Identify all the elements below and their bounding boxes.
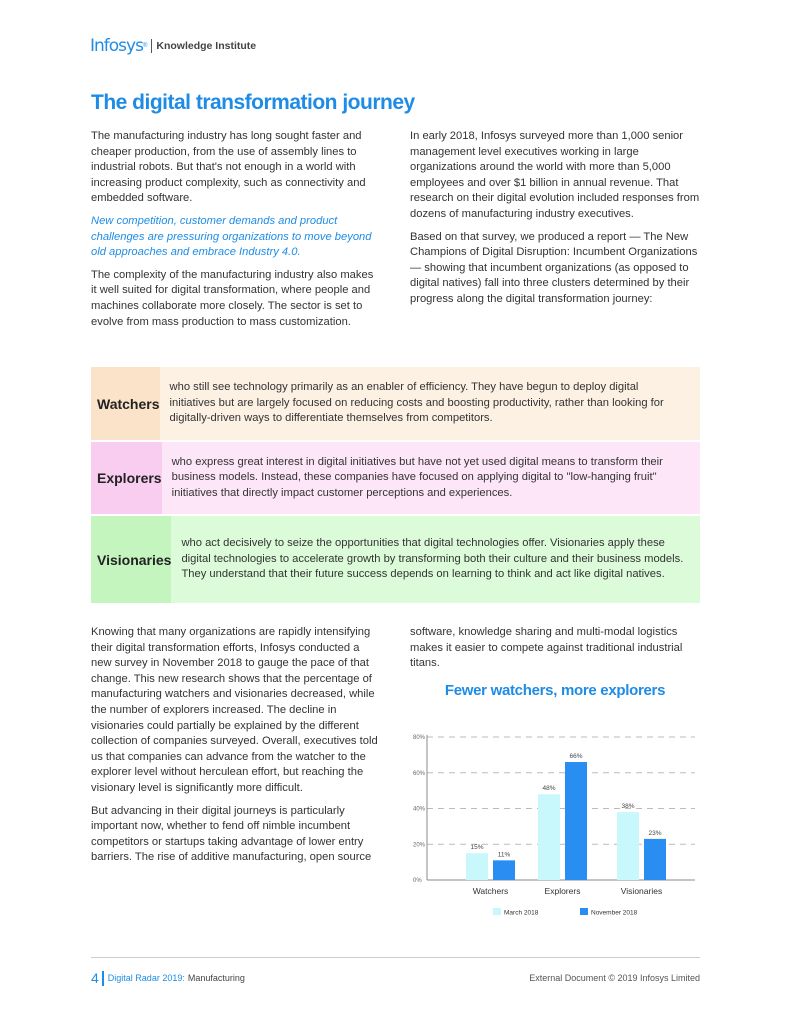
y-tick-label: 20% [413, 842, 426, 849]
bar-watchers-nov [493, 860, 515, 880]
publication-name: Digital Radar 2019: [107, 973, 185, 983]
logo-divider [151, 39, 152, 53]
y-tick-label: 60% [413, 770, 426, 777]
data-label: 38% [621, 803, 635, 811]
bar-explorers-nov [565, 762, 587, 880]
legend-swatch [580, 908, 588, 915]
page-number: 4 [91, 970, 99, 986]
footer-divider [91, 957, 700, 958]
paragraph: The complexity of the manufacturing industry also makes it well suited for digital transformation, where people and machines collaborate more closely. The sector is set to evolve from mass production to mass customization. [91, 268, 374, 328]
legend-swatch [493, 908, 501, 915]
cluster-description: who still see technology primarily as an enabler of efficiency. They have begun to deploy digital initiatives but are largely focused on reducing costs and boosting productivity, rather than looking for digitally-driven ways to differentiate themselves from competitors. [169, 381, 664, 425]
intro-left-column [91, 129, 381, 337]
paragraph: The manufacturing industry has long sought faster and cheaper production, from the use of assembly lines to industrial robots. But that's not enough in a world with increasing product complexity, such as connectivity and embedded software. [91, 130, 366, 205]
x-tick-label: Visionaries [620, 886, 663, 896]
bar-watchers-mar [466, 853, 488, 880]
paragraph: Knowing that many organizations are rapidly intensifying their digital transformation efforts, Infosys conducted a new survey in November 2018 to gauge the pace of that change. This new research shows that the percentage of manufacturing watchers and visionaries decreased, while the number of explorers increased. The decline in visionaries could partially be explained by the different collection of companies surveyed. Overall, executives told us that companies can advance from the watcher to the explorer level without herculean effort, but reaching the visionary level is significantly more difficult. [91, 626, 378, 794]
paragraph: Based on that survey, we produced a report — The New Champions of Digital Disruption: Incumbent Organizations — showing that incumbent organizations (as opposed to digital natives) fall into three clusters determined by their progress along the digital transformation journey: [410, 230, 698, 305]
institute-name: Knowledge Institute [156, 40, 257, 52]
cluster-watchers [91, 367, 700, 440]
cluster-label: Watchers [91, 367, 160, 440]
bar-explorers-mar [538, 794, 560, 880]
intro-right-column [410, 129, 700, 315]
section-name: Manufacturing [187, 973, 245, 983]
legend-label: March 2018 [504, 909, 539, 917]
x-tick-label: Watchers [472, 886, 509, 896]
cluster-label: Visionaries [91, 516, 171, 603]
cluster-explorers [91, 442, 700, 514]
brand-name: Infosys [90, 36, 143, 56]
paragraph: But advancing in their digital journeys is particularly important now, whether to fend off nimble incumbent competitors or startups taking advantage of lower entry barriers. The rise of additive manufacturing, open source [91, 804, 372, 864]
cluster-visionaries [91, 516, 700, 603]
y-tick-label: 0% [413, 878, 422, 884]
pull-quote: New competition, customer demands and product challenges are pressuring organizations to move beyond old approaches and embrace Industry 4.0. [91, 214, 372, 259]
bar-chart [400, 720, 710, 930]
x-tick-label: Explorers [544, 886, 581, 896]
page-title: The digital transformation journey [91, 91, 415, 114]
body-left-column [91, 625, 383, 873]
footer-bar [102, 971, 104, 986]
chart-title: Fewer watchers, more explorers [444, 682, 666, 699]
data-label: 11% [497, 851, 511, 859]
bar-visionaries-nov [644, 839, 666, 880]
data-label: 23% [648, 829, 662, 837]
cluster-label: Explorers [91, 442, 162, 514]
registered-mark: ® [142, 43, 148, 49]
copyright: External Document © 2019 Infosys Limited [529, 973, 700, 983]
paragraph: In early 2018, Infosys surveyed more than 1,000 senior management level executives working in large organizations around the world with more than 5,000 employees and over $1 billion in annual revenue. That research on their digital evolution included responses from dozens of manufacturing industry executives. [410, 130, 700, 220]
legend-label: November 2018 [591, 909, 638, 917]
cluster-description: who express great interest in digital initiatives but have not yet used digital means to transform their business models. Instead, these companies have focused on applying digital to "low-hanging fruit" initiatives that directly impact customer perceptions and experiences. [171, 455, 663, 499]
infosys-logo [90, 36, 256, 56]
y-tick-label: 40% [413, 806, 426, 813]
data-label: 15% [470, 844, 484, 852]
footer-left [91, 970, 245, 986]
bar-visionaries-mar [617, 812, 639, 880]
paragraph: software, knowledge sharing and multi-modal logistics makes it easier to compete against traditional industrial titans. [410, 626, 683, 670]
data-label: 48% [542, 785, 556, 793]
y-tick-label: 80% [413, 735, 426, 741]
cluster-description: who act decisively to seize the opportunities that digital technologies offer. Visionaries apply these digital technologies to accelerate growth by transforming both their culture and their business models. They understand that their future success depends on learning to think and act like digital natives. [181, 537, 684, 581]
data-label: 66% [569, 753, 583, 761]
body-right-column [410, 625, 700, 679]
